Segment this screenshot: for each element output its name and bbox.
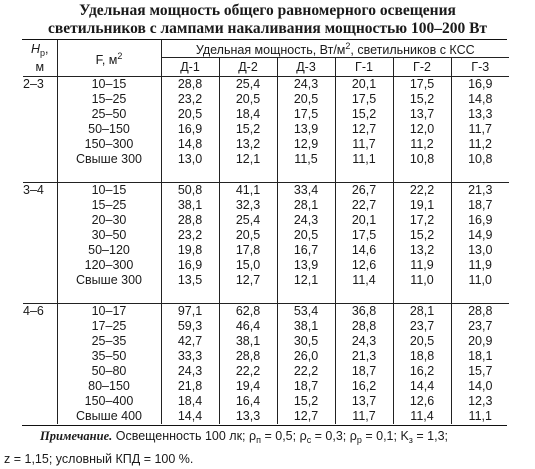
value-cell: 10,8 bbox=[393, 152, 451, 167]
value-cell: 21,3 bbox=[335, 349, 393, 364]
header-col-4: Г-2 bbox=[393, 58, 451, 77]
area-cell: 10–15 bbox=[57, 77, 161, 93]
table-row bbox=[23, 349, 509, 364]
header-col-1: Д-2 bbox=[219, 58, 277, 77]
value-cell: 11,0 bbox=[468, 273, 492, 287]
area-cell: 50–150 bbox=[57, 122, 161, 137]
value-cell: 38,1 bbox=[161, 198, 219, 213]
value-cell: 16,9 bbox=[161, 258, 219, 273]
value-cell: 21,8 bbox=[161, 379, 219, 394]
value-cell: 18,7 bbox=[468, 198, 493, 212]
value-cell: 38,1 bbox=[277, 319, 335, 334]
height-cell bbox=[23, 152, 57, 167]
value-cell: 11,7 bbox=[335, 137, 393, 152]
value-cell: 28,1 bbox=[277, 198, 335, 213]
height-cell bbox=[23, 228, 57, 243]
value-cell: 11,1 bbox=[468, 409, 492, 423]
value-cell: 13,7 bbox=[393, 107, 451, 122]
height-cell bbox=[23, 364, 57, 379]
value-cell: 19,4 bbox=[219, 379, 277, 394]
height-cell bbox=[23, 379, 57, 394]
value-cell: 11,1 bbox=[335, 152, 393, 167]
area-cell: 150–300 bbox=[57, 137, 161, 152]
value-cell: 12,1 bbox=[219, 152, 277, 167]
spacer-cell bbox=[23, 288, 57, 304]
value-cell: 16,2 bbox=[393, 364, 451, 379]
table-row bbox=[23, 107, 509, 122]
value-cell: 11,0 bbox=[393, 273, 451, 288]
header-col-2: Д-3 bbox=[277, 58, 335, 77]
value-cell: 12,1 bbox=[277, 273, 335, 288]
value-cell: 14,9 bbox=[468, 228, 493, 242]
value-cell: 24,3 bbox=[161, 364, 219, 379]
height-cell bbox=[23, 243, 57, 258]
spacer-cell bbox=[277, 288, 335, 304]
spacer-cell bbox=[161, 288, 219, 304]
value-cell: 14,0 bbox=[468, 379, 493, 393]
value-cell: 11,7 bbox=[335, 409, 393, 424]
height-cell bbox=[23, 107, 57, 122]
value-cell: 11,2 bbox=[393, 137, 451, 152]
value-cell: 13,7 bbox=[335, 394, 393, 409]
spacer-cell bbox=[451, 288, 509, 304]
table-note bbox=[0, 427, 535, 469]
table-row bbox=[23, 92, 509, 107]
value-cell: 18,4 bbox=[161, 394, 219, 409]
value-cell: 14,4 bbox=[393, 379, 451, 394]
spacer-cell bbox=[335, 167, 393, 183]
value-cell: 11,4 bbox=[393, 409, 451, 424]
value-cell: 14,8 bbox=[468, 92, 493, 106]
area-cell: 15–25 bbox=[57, 198, 161, 213]
value-cell: 10,8 bbox=[468, 152, 493, 166]
table-title bbox=[0, 2, 535, 38]
value-cell: 25,4 bbox=[219, 77, 277, 93]
area-cell: 150–400 bbox=[57, 394, 161, 409]
height-cell bbox=[23, 137, 57, 152]
spacer-cell bbox=[57, 288, 161, 304]
table-row bbox=[23, 122, 509, 137]
value-cell: 28,8 bbox=[451, 304, 509, 320]
group-spacer bbox=[23, 167, 509, 183]
height-cell: 3–4 bbox=[23, 183, 57, 199]
value-cell: 22,2 bbox=[277, 364, 335, 379]
table-row bbox=[23, 213, 509, 228]
value-cell: 97,1 bbox=[161, 304, 219, 320]
table-body bbox=[23, 77, 509, 425]
value-cell: 15,7 bbox=[468, 364, 493, 378]
value-cell: 17,5 bbox=[393, 77, 451, 93]
value-cell: 14,6 bbox=[335, 243, 393, 258]
value-cell: 11,9 bbox=[468, 258, 492, 272]
value-cell: 28,8 bbox=[219, 349, 277, 364]
value-cell: 26,0 bbox=[277, 349, 335, 364]
value-cell: 13,2 bbox=[219, 137, 277, 152]
area-cell: 35–50 bbox=[57, 349, 161, 364]
value-cell: 50,8 bbox=[161, 183, 219, 199]
height-cell bbox=[23, 334, 57, 349]
height-cell: 4–6 bbox=[23, 304, 57, 320]
value-cell: 38,1 bbox=[219, 334, 277, 349]
value-cell: 41,1 bbox=[219, 183, 277, 199]
value-cell: 14,4 bbox=[161, 409, 219, 424]
value-cell: 17,8 bbox=[219, 243, 277, 258]
value-cell: 23,7 bbox=[393, 319, 451, 334]
height-cell bbox=[23, 92, 57, 107]
area-cell: 30–50 bbox=[57, 228, 161, 243]
value-cell: 12,6 bbox=[335, 258, 393, 273]
area-cell: 17–25 bbox=[57, 319, 161, 334]
area-cell: 20–30 bbox=[57, 213, 161, 228]
table-row bbox=[23, 258, 509, 273]
value-cell: 24,3 bbox=[277, 77, 335, 93]
title-line-2: светильников с лампами накаливания мощностью 100–200 Вт bbox=[47, 20, 488, 37]
area-cell: Свыше 300 bbox=[57, 152, 161, 167]
table-row bbox=[23, 379, 509, 394]
value-cell: 53,4 bbox=[277, 304, 335, 320]
header-height-label: $H_p$, bbox=[30, 42, 49, 58]
spacer-cell bbox=[451, 167, 509, 183]
spacer-cell bbox=[23, 167, 57, 183]
value-cell: 20,1 bbox=[335, 77, 393, 93]
value-cell: 12,0 bbox=[393, 122, 451, 137]
spacer-cell bbox=[393, 288, 451, 304]
spacer-cell bbox=[57, 167, 161, 183]
table-row bbox=[23, 228, 509, 243]
group-spacer bbox=[23, 288, 509, 304]
value-cell: 42,7 bbox=[161, 334, 219, 349]
value-cell: 23,7 bbox=[468, 319, 493, 333]
value-cell: 20,5 bbox=[277, 228, 335, 243]
value-cell: 32,3 bbox=[219, 198, 277, 213]
value-cell: 22,7 bbox=[335, 198, 393, 213]
table-header bbox=[23, 40, 509, 77]
value-cell: 22,2 bbox=[393, 183, 451, 199]
note-line-2: z = 1,15; условный КПД = 100 %. bbox=[4, 452, 194, 466]
value-cell: 13,5 bbox=[161, 273, 219, 288]
value-cell: 46,4 bbox=[219, 319, 277, 334]
value-cell: 19,1 bbox=[393, 198, 451, 213]
value-cell: 15,2 bbox=[219, 122, 277, 137]
value-cell: 36,8 bbox=[335, 304, 393, 320]
table-row bbox=[23, 198, 509, 213]
value-cell: 28,8 bbox=[161, 213, 219, 228]
value-cell: 13,9 bbox=[277, 122, 335, 137]
spacer-cell bbox=[393, 167, 451, 183]
height-cell bbox=[23, 122, 57, 137]
value-cell: 18,8 bbox=[393, 349, 451, 364]
value-cell: 12,6 bbox=[393, 394, 451, 409]
table-row bbox=[23, 304, 509, 320]
table-row bbox=[23, 334, 509, 349]
value-cell: 33,3 bbox=[161, 349, 219, 364]
value-cell: 20,5 bbox=[393, 334, 451, 349]
value-cell: 28,8 bbox=[161, 77, 219, 93]
value-cell: 59,3 bbox=[161, 319, 219, 334]
value-cell: 22,2 bbox=[219, 364, 277, 379]
header-area: F, $м^2$ bbox=[57, 40, 161, 77]
value-cell: 17,5 bbox=[277, 107, 335, 122]
value-cell: 11,5 bbox=[277, 152, 335, 167]
value-cell: 33,4 bbox=[277, 183, 335, 199]
value-cell: 12,3 bbox=[468, 394, 493, 408]
value-cell: 12,7 bbox=[277, 409, 335, 424]
area-cell: Свыше 400 bbox=[57, 409, 161, 424]
area-cell: 10–15 bbox=[57, 183, 161, 199]
table-row bbox=[23, 364, 509, 379]
spacer-cell bbox=[277, 167, 335, 183]
header-col-5: Г-3 bbox=[451, 58, 509, 77]
table-row bbox=[23, 137, 509, 152]
table-row bbox=[23, 77, 509, 93]
table-row bbox=[23, 243, 509, 258]
value-cell: 14,8 bbox=[161, 137, 219, 152]
table-row bbox=[23, 409, 509, 424]
height-cell bbox=[23, 198, 57, 213]
value-cell: 12,9 bbox=[277, 137, 335, 152]
value-cell: 18,4 bbox=[219, 107, 277, 122]
value-cell: 20,5 bbox=[219, 228, 277, 243]
title-line-1: Удельная мощность общего равномерного освещения bbox=[79, 2, 456, 19]
value-cell: 25,4 bbox=[219, 213, 277, 228]
value-cell: 23,2 bbox=[161, 228, 219, 243]
value-cell: 20,5 bbox=[277, 92, 335, 107]
height-cell bbox=[23, 273, 57, 288]
value-cell: 15,2 bbox=[393, 92, 451, 107]
value-cell: 20,1 bbox=[335, 213, 393, 228]
value-cell: 16,9 bbox=[468, 77, 493, 91]
value-cell: 11,4 bbox=[335, 273, 393, 288]
value-cell: 30,5 bbox=[277, 334, 335, 349]
value-cell: 18,7 bbox=[335, 364, 393, 379]
value-cell: 16,7 bbox=[277, 243, 335, 258]
value-cell: 16,4 bbox=[219, 394, 277, 409]
value-cell: 21,3 bbox=[451, 183, 509, 199]
value-cell: 24,3 bbox=[277, 213, 335, 228]
height-cell bbox=[23, 213, 57, 228]
value-cell: 17,5 bbox=[335, 228, 393, 243]
header-col-3: Г-1 bbox=[335, 58, 393, 77]
value-cell: 28,8 bbox=[335, 319, 393, 334]
value-cell: 13,3 bbox=[219, 409, 277, 424]
value-cell: 26,7 bbox=[335, 183, 393, 199]
area-cell: 50–80 bbox=[57, 364, 161, 379]
value-cell: 13,2 bbox=[393, 243, 451, 258]
value-cell: 11,7 bbox=[468, 122, 492, 136]
value-cell: 13,3 bbox=[468, 107, 493, 121]
value-cell: 11,2 bbox=[468, 137, 492, 151]
value-cell: 17,2 bbox=[393, 213, 451, 228]
header-height bbox=[23, 40, 57, 77]
table-row bbox=[23, 394, 509, 409]
area-cell: 120–300 bbox=[57, 258, 161, 273]
value-cell: 15,2 bbox=[277, 394, 335, 409]
value-cell: 62,8 bbox=[219, 304, 277, 320]
power-density-table bbox=[23, 40, 509, 424]
value-cell: 20,5 bbox=[161, 107, 219, 122]
header-height-unit: м bbox=[35, 60, 45, 74]
spacer-cell bbox=[219, 167, 277, 183]
height-cell: 2–3 bbox=[23, 77, 57, 93]
value-cell: 19,8 bbox=[161, 243, 219, 258]
value-cell: 15,2 bbox=[335, 107, 393, 122]
note-line-1: Примечание. Освещенность 100 лк; $\rho_п = 0,5$; $\rho_с = 0,3$; $\rho_р = 0,1$; $K_з = 1,3$; bbox=[40, 429, 449, 445]
value-cell: 23,2 bbox=[161, 92, 219, 107]
height-cell bbox=[23, 394, 57, 409]
height-cell bbox=[23, 319, 57, 334]
area-cell: 15–25 bbox=[57, 92, 161, 107]
value-cell: 13,0 bbox=[161, 152, 219, 167]
value-cell: 17,5 bbox=[335, 92, 393, 107]
value-cell: 11,9 bbox=[393, 258, 451, 273]
height-cell bbox=[23, 409, 57, 424]
value-cell: 20,5 bbox=[219, 92, 277, 107]
height-cell bbox=[23, 349, 57, 364]
value-cell: 18,1 bbox=[468, 349, 493, 363]
area-cell: 25–35 bbox=[57, 334, 161, 349]
value-cell: 13,0 bbox=[468, 243, 493, 257]
table-row bbox=[23, 152, 509, 167]
area-cell: 25–50 bbox=[57, 107, 161, 122]
area-cell: Свыше 300 bbox=[57, 273, 161, 288]
value-cell: 12,7 bbox=[335, 122, 393, 137]
value-cell: 15,0 bbox=[219, 258, 277, 273]
height-cell bbox=[23, 258, 57, 273]
value-cell: 16,9 bbox=[468, 213, 493, 227]
value-cell: 20,9 bbox=[468, 334, 493, 348]
value-cell: 24,3 bbox=[335, 334, 393, 349]
value-cell: 28,1 bbox=[393, 304, 451, 320]
value-cell: 13,9 bbox=[277, 258, 335, 273]
header-col-0: Д-1 bbox=[161, 58, 219, 77]
header-group-power: Удельная мощность, $Вт/м^2$, светильников с КСС bbox=[161, 40, 509, 58]
spacer-cell bbox=[161, 167, 219, 183]
area-cell: 50–120 bbox=[57, 243, 161, 258]
area-cell: 80–150 bbox=[57, 379, 161, 394]
area-cell: 10–17 bbox=[57, 304, 161, 320]
value-cell: 16,2 bbox=[335, 379, 393, 394]
value-cell: 16,9 bbox=[161, 122, 219, 137]
spacer-cell bbox=[335, 288, 393, 304]
table-row bbox=[23, 273, 509, 288]
spacer-cell bbox=[219, 288, 277, 304]
value-cell: 18,7 bbox=[277, 379, 335, 394]
table-row bbox=[23, 319, 509, 334]
table-row bbox=[23, 183, 509, 199]
value-cell: 15,2 bbox=[393, 228, 451, 243]
value-cell: 12,7 bbox=[219, 273, 277, 288]
